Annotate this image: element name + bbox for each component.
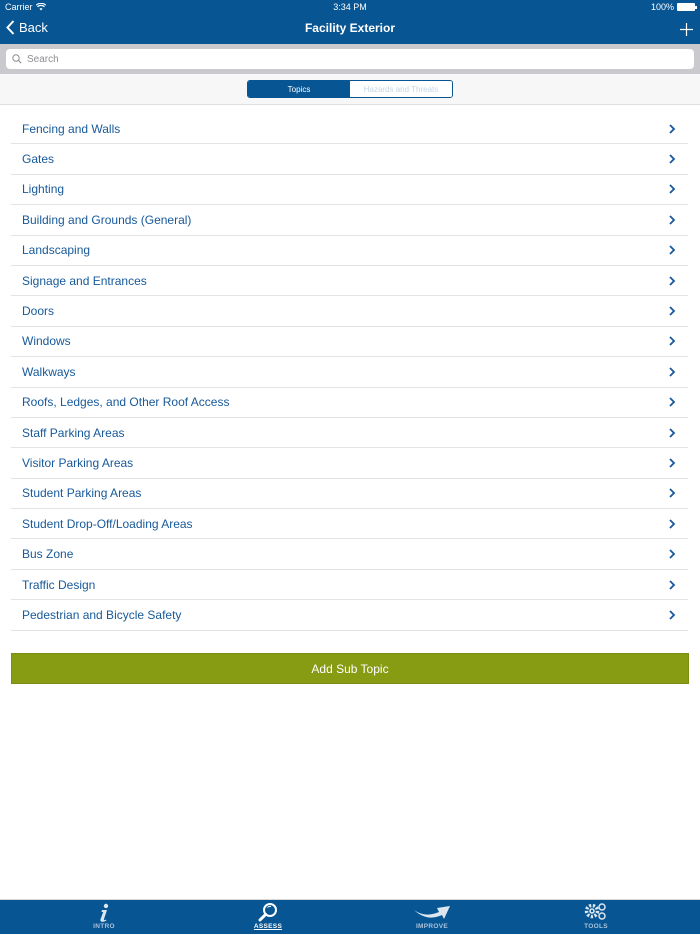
list-item[interactable] — [11, 600, 688, 630]
segmented-control — [247, 80, 453, 98]
info-icon — [98, 902, 110, 922]
page-title: Facility Exterior — [304, 21, 396, 35]
list-item-label: Staff Parking Areas — [22, 425, 125, 440]
list-item-label: Student Parking Areas — [22, 486, 142, 501]
chevron-right-icon — [666, 548, 678, 560]
chevron-right-icon — [666, 244, 678, 256]
chevron-right-icon — [666, 427, 678, 439]
list-item[interactable] — [11, 296, 688, 326]
chevron-right-icon — [666, 183, 678, 195]
battery-percent: 100% — [650, 2, 674, 12]
list-item[interactable] — [11, 570, 688, 600]
list-item[interactable] — [11, 175, 688, 205]
status-bar — [0, 0, 700, 14]
chevron-right-icon — [666, 396, 678, 408]
list-item[interactable] — [11, 327, 688, 357]
segment-bar — [0, 74, 700, 105]
chevron-right-icon — [666, 457, 678, 469]
list-item-label: Building and Grounds (General) — [22, 212, 192, 227]
tab-assess[interactable] — [218, 900, 318, 935]
list-item-label: Student Drop-Off/Loading Areas — [22, 516, 193, 531]
arrow-icon — [413, 902, 451, 922]
gears-icon — [584, 902, 608, 922]
list-item-label: Doors — [22, 304, 55, 319]
list-item[interactable] — [11, 388, 688, 418]
add-sub-topic-button[interactable]: Add Sub Topic — [11, 653, 689, 684]
list-item[interactable] — [11, 509, 688, 539]
tab-label: ASSESS — [253, 923, 283, 930]
search-input[interactable] — [27, 54, 694, 65]
list-item-label: Gates — [22, 152, 55, 167]
back-label: Back — [19, 20, 48, 35]
search-bar — [0, 44, 700, 74]
tab-hazards-and-threats[interactable]: Hazards and Threats — [350, 81, 452, 97]
magnifier-icon — [258, 902, 278, 922]
list-item-label: Landscaping — [22, 243, 91, 258]
chevron-right-icon — [666, 579, 678, 591]
tab-tools[interactable] — [546, 900, 646, 935]
list-item-label: Walkways — [22, 364, 76, 379]
list-item-label: Bus Zone — [22, 547, 74, 562]
list-item-label: Pedestrian and Bicycle Safety — [22, 607, 182, 622]
tab-label: INTRO — [93, 923, 115, 930]
tab-intro[interactable] — [54, 900, 154, 935]
chevron-right-icon — [666, 153, 678, 165]
battery-icon — [677, 3, 695, 11]
list-item-label: Visitor Parking Areas — [22, 455, 134, 470]
add-button[interactable] — [680, 18, 693, 41]
chevron-right-icon — [666, 609, 678, 621]
topics-list — [11, 114, 688, 631]
list-item-label: Lighting — [22, 182, 65, 197]
search-icon — [12, 54, 22, 64]
chevron-right-icon — [666, 487, 678, 499]
chevron-right-icon — [666, 335, 678, 347]
chevron-right-icon — [666, 123, 678, 135]
list-item[interactable] — [11, 448, 688, 478]
search-field[interactable] — [6, 49, 694, 69]
chevron-right-icon — [666, 366, 678, 378]
tab-bar — [0, 899, 700, 934]
chevron-right-icon — [666, 275, 678, 287]
list-item[interactable] — [11, 357, 688, 387]
plus-icon — [680, 23, 693, 36]
chevron-right-icon — [666, 214, 678, 226]
list-item-label: Traffic Design — [22, 577, 96, 592]
navigation-bar — [0, 14, 700, 44]
list-item[interactable] — [11, 236, 688, 266]
battery — [651, 2, 695, 12]
list-item-label: Roofs, Ledges, and Other Roof Access — [22, 395, 230, 410]
list-item[interactable] — [11, 205, 688, 235]
list-item-label: Fencing and Walls — [22, 121, 121, 136]
list-item[interactable] — [11, 479, 688, 509]
chevron-right-icon — [666, 518, 678, 530]
list-item[interactable] — [11, 114, 688, 144]
carrier-label: Carrier — [5, 2, 33, 12]
clock: 3:34 PM — [333, 2, 367, 12]
tab-label: IMPROVE — [415, 923, 449, 930]
list-item[interactable] — [11, 539, 688, 569]
list-item-label: Signage and Entrances — [22, 273, 147, 288]
list-item[interactable] — [11, 144, 688, 174]
list-item[interactable] — [11, 266, 688, 296]
list-item[interactable] — [11, 418, 688, 448]
tab-label: TOOLS — [584, 923, 608, 930]
list-item-label: Windows — [22, 334, 71, 349]
tab-topics[interactable]: Topics — [248, 81, 350, 97]
tab-improve[interactable] — [382, 900, 482, 935]
chevron-right-icon — [666, 305, 678, 317]
